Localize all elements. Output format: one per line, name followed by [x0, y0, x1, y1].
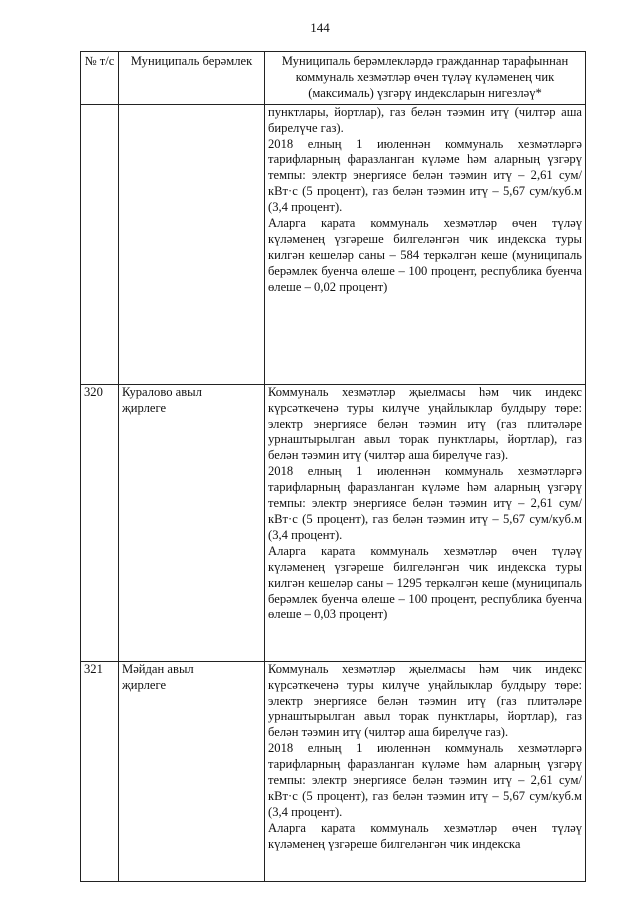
header-num: № т/с	[81, 52, 119, 105]
table-row	[81, 104, 586, 384]
table-row	[81, 661, 586, 881]
desc-paragraph: Аларга карата коммуналь хезмәтләр өчен түләү күләменең үзгәреше билгеләнгән чик индекска туры килгән кешеләр саны – 584 теркәлгән кеше (муниципаль берәмлек буенча өлеше – 100 процент, республика буенча өлеше – 0,02 процент)	[268, 216, 582, 294]
desc-paragraph: Коммуналь хезмәтләр җыелмасы һәм чик индекс күрсәткеченә туры килүче уңайлыклар булдыру төре: электр энергиясе белән тәэмин итү (газ плитәләре урнаштырылган авыл торак пунктлары, йортлар), газ белән тәэмин итү (чилтәр аша бирелүче газ).	[268, 384, 582, 463]
row-municipality	[119, 104, 265, 384]
row-number: 321	[81, 661, 119, 881]
tariff-table	[80, 51, 586, 882]
row-description	[265, 104, 586, 384]
desc-paragraph: 2018 елның 1 июленнән коммуналь хезмәтләргә тарифларның фаразланган күләме һәм аларның үзгәрү темпы: электр энергиясе белән тәэмин итү – 2,61 сум/кВт·с (5 процент), газ белән тәэмин итү – 5,67 сум/куб.м (3,4 процент).	[268, 464, 582, 542]
row-description	[265, 384, 586, 661]
row-municipality: Мәйдан авыл җирлеге	[119, 661, 265, 881]
desc-paragraph: 2018 елның 1 июленнән коммуналь хезмәтләргә тарифларның фаразланган күләме һәм аларның үзгәрү темпы: электр энергиясе белән тәэмин итү – 2,61 сум/кВт·с (5 процент), газ белән тәэмин итү – 5,67 сум/куб.м (3,4 процент).	[268, 741, 582, 819]
desc-paragraph: Коммуналь хезмәтләр җыелмасы һәм чик индекс күрсәткеченә туры килүче уңайлыклар булдыру төре: электр энергиясе белән тәэмин итү (газ плитәләре урнаштырылган авыл торак пунктлары, йортлар), газ белән тәэмин итү (чилтәр аша бирелүче газ).	[268, 661, 582, 740]
header-municipality: Муниципаль берәмлек	[119, 52, 265, 105]
row-number: 320	[81, 384, 119, 661]
header-description: Муниципаль берәмлекләрдә гражданнар тарафыннан коммуналь хезмәтләр өчен түләү күләменең чик (максималь) үзгәрү индексларын нигезләү*	[265, 52, 586, 105]
desc-paragraph: 2018 елның 1 июленнән коммуналь хезмәтләргә тарифларның фаразланган күләме һәм аларның үзгәрү темпы: электр энергиясе белән тәэмин итү – 2,61 сум/кВт·с (5 процент), газ белән тәэмин итү – 5,67 сум/куб.м (3,4 процент).	[268, 136, 582, 215]
page-number: 144	[310, 20, 330, 35]
row-number	[81, 104, 119, 384]
desc-paragraph: Аларга карата коммуналь хезмәтләр өчен түләү күләменең үзгәреше билгеләнгән чик индекска	[268, 820, 582, 851]
row-description	[265, 661, 586, 881]
desc-paragraph: пунктлары, йортлар), газ белән тәэмин итү (чилтәр аша бирелүче газ).	[268, 104, 582, 135]
table-header-row	[81, 52, 586, 105]
desc-paragraph: Аларга карата коммуналь хезмәтләр өчен түләү күләменең үзгәреше билгеләнгән чик индекска туры килгән кешеләр саны – 1295 теркәлгән кеше (муниципаль берәмлек буенча өлеше – 100 процент, республика буенча өлеше – 0,03 процент)	[268, 543, 582, 622]
row-municipality: Куралово авыл җирлеге	[119, 384, 265, 661]
table-row	[81, 384, 586, 661]
